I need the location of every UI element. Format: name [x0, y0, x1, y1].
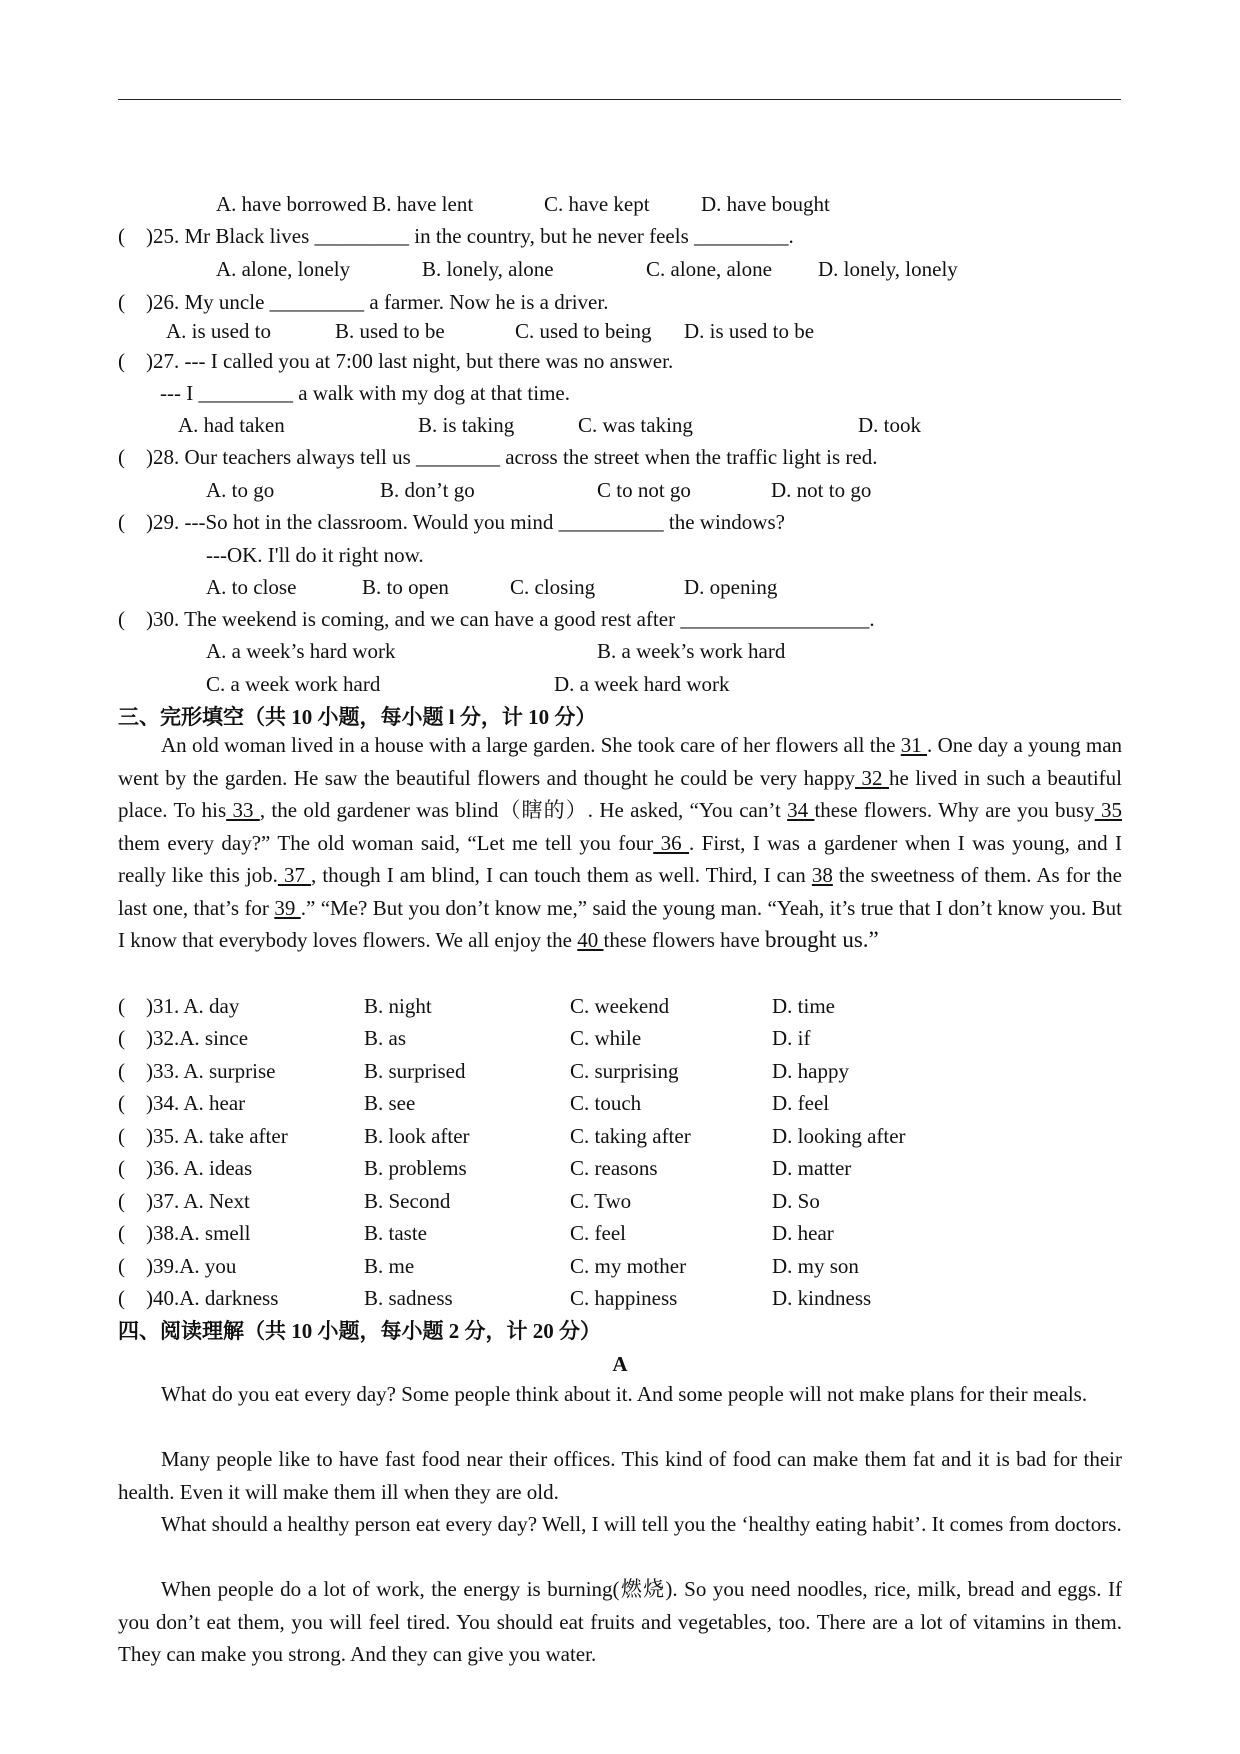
cloze-row-40: [118, 1285, 1018, 1311]
q25-option-b: B. lonely, alone: [422, 257, 554, 281]
row-option-c: C. weekend: [570, 994, 670, 1018]
cloze-text-5: these flowers. Why are you busy: [814, 798, 1095, 822]
row-option-b: B. me: [364, 1254, 415, 1278]
row-option-b: B. as: [364, 1026, 406, 1050]
blank-35: 35: [1094, 798, 1122, 822]
row-option-c: C. my mother: [570, 1254, 687, 1278]
row-option-d: D. matter: [772, 1156, 852, 1180]
row-question: ( )38.A. smell: [118, 1221, 251, 1245]
row-option-b: B. Second: [364, 1189, 451, 1213]
row-option-c: C. while: [570, 1026, 642, 1050]
blank-36: 36: [653, 830, 690, 855]
question-26: ( )26. My uncle _________ a farmer. Now he is a driver.: [118, 290, 609, 314]
row-option-b: B. sadness: [364, 1286, 453, 1310]
q29-option-c: C. closing: [510, 575, 596, 599]
q30-option-a: A. a week’s hard work: [206, 639, 396, 663]
q28-option-c: C to not go: [597, 478, 691, 502]
question-29: ( )29. ---So hot in the classroom. Would you mind __________ the windows?: [118, 510, 785, 534]
row-option-d: D. if: [772, 1026, 811, 1050]
row-option-b: B. look after: [364, 1124, 470, 1148]
row-option-c: C. touch: [570, 1091, 642, 1115]
q29-option-a: A. to close: [206, 575, 297, 599]
row-option-c: C. feel: [570, 1221, 626, 1245]
row-question: ( )37. A. Next: [118, 1189, 250, 1213]
blank-39: 39: [274, 895, 301, 920]
cloze-text-12: brought us.”: [765, 927, 879, 952]
row-option-d: D. looking after: [772, 1124, 906, 1148]
row-question: ( )39.A. you: [118, 1254, 237, 1278]
blank-37: 37: [277, 863, 312, 887]
row-question: ( )40.A. darkness: [118, 1286, 279, 1310]
row-question: ( )34. A. hear: [118, 1091, 246, 1115]
cloze-row-31: [118, 993, 1018, 1019]
row-option-b: B. see: [364, 1091, 416, 1115]
cloze-text-6: them every day?” The old woman said, “Let me tell you four: [118, 830, 654, 855]
row-option-d: D. happy: [772, 1059, 849, 1083]
row-question: ( )35. A. take after: [118, 1124, 288, 1148]
cloze-text-2: . One day a young man went by the garden. He saw the beautiful flowers and thought he could be very happy: [118, 733, 1123, 790]
reading-paragraph-3: What should a healthy person eat every day? Well, I will tell you the ‘healthy eating habit’. It comes from doctors.: [161, 1512, 1122, 1536]
reading-paragraph-2: Many people like to have fast food near their offices. This kind of food can make them fat and it is bad for their health. Even it will make them ill when they are old.: [118, 1447, 1122, 1504]
question-27: ( )27. --- I called you at 7:00 last night, but there was no answer.: [118, 349, 674, 373]
cloze-row-35: [118, 1123, 1018, 1149]
cloze-text-1: An old woman lived in a house with a large garden. She took care of her flowers all the: [161, 733, 901, 757]
q26-option-d: D. is used to be: [684, 319, 815, 343]
q25-option-a: A. alone, lonely: [216, 257, 351, 281]
question-25: ( )25. Mr Black lives _________ in the country, but he never feels _________.: [118, 224, 794, 248]
q28-option-a: A. to go: [206, 478, 275, 502]
row-question: ( )36. A. ideas: [118, 1156, 253, 1180]
cloze-heading: 三、完形填空（共 10 小题，每小题 l 分，计 10 分）: [118, 705, 597, 729]
cloze-text-8: , though I am blind, I can touch them as well. Third, I can: [311, 863, 812, 887]
q28-option-d: D. not to go: [771, 478, 872, 502]
reading-heading: 四、阅读理解（共 10 小题，每小题 2 分，计 20 分）: [118, 1319, 601, 1343]
q29-option-d: D. opening: [684, 575, 778, 599]
reading-section-title: A: [612, 1352, 628, 1376]
q27-option-c: C. was taking: [578, 413, 693, 437]
q26-option-c: C. used to being: [515, 319, 652, 343]
q24-option-d: D. have bought: [701, 192, 830, 216]
cloze-text-7: . First, I was a gardener when I was young, and I really like this job.: [118, 830, 1123, 887]
q28-option-b: B. don’t go: [380, 478, 475, 502]
question-28: ( )28. Our teachers always tell us ________ across the street when the traffic light is red.: [118, 445, 878, 469]
blank-38: 38: [811, 863, 833, 887]
cloze-row-33: [118, 1058, 1018, 1084]
cloze-text-9: the sweetness of them. As for the last one, that’s for: [118, 863, 1122, 920]
cloze-row-38: [118, 1220, 1018, 1246]
q30-option-c: C. a week work hard: [206, 672, 381, 696]
row-option-c: C. Two: [570, 1189, 632, 1213]
row-question: ( )31. A. day: [118, 994, 240, 1018]
reading-paragraph-4: When people do a lot of work, the energy is burning(燃烧). So you need noodles, rice, milk, bread and eggs. If you don’t eat them, you will feel tired. You should eat fruits and vegetables, too. There are a lot of vitamins in them. They can make you strong. And they can give you water.: [118, 1577, 1122, 1666]
q27-option-d: D. took: [858, 413, 921, 437]
cloze-passage: [118, 729, 1122, 957]
row-option-b: B. taste: [364, 1221, 427, 1245]
row-option-c: C. taking after: [570, 1124, 691, 1148]
cloze-text-3: he lived in such a beautiful place. To his: [118, 765, 1123, 822]
q27-option-a: A. had taken: [178, 413, 285, 437]
question-30: ( )30. The weekend is coming, and we can have a good rest after __________________.: [118, 607, 875, 631]
q27-option-b: B. is taking: [418, 413, 515, 437]
q29-reply: ---OK. I'll do it right now.: [206, 543, 424, 567]
row-option-b: B. problems: [364, 1156, 467, 1180]
row-option-d: D. feel: [772, 1091, 830, 1115]
row-option-c: C. happiness: [570, 1286, 678, 1310]
blank-34: 34: [787, 798, 815, 822]
cloze-text-11: these flowers have: [603, 928, 766, 952]
row-option-d: D. So: [772, 1189, 820, 1213]
cloze-row-34: [118, 1090, 1018, 1116]
q26-option-a: A. is used to: [166, 319, 271, 343]
row-option-c: C. reasons: [570, 1156, 658, 1180]
q25-option-c: C. alone, alone: [646, 257, 772, 281]
q25-option-d: D. lonely, lonely: [818, 257, 958, 281]
row-option-b: B. night: [364, 994, 432, 1018]
q30-option-b: B. a week’s work hard: [597, 639, 786, 663]
q24-options-ab: A. have borrowed B. have lent: [216, 192, 474, 216]
blank-40: 40: [577, 928, 604, 952]
q30-option-d: D. a week hard work: [554, 672, 730, 696]
row-option-d: D. time: [772, 994, 835, 1018]
header-rule: [118, 99, 1121, 100]
cloze-row-36: [118, 1155, 1018, 1181]
reading-paragraph-1: What do you eat every day? Some people think about it. And some people will not make plans for their meals.: [161, 1382, 1088, 1406]
row-option-d: D. my son: [772, 1254, 859, 1278]
row-question: ( )33. A. surprise: [118, 1059, 276, 1083]
blank-32: 32: [855, 765, 889, 790]
q26-option-b: B. used to be: [335, 319, 445, 343]
blank-31: 31: [900, 733, 928, 757]
q24-option-c: C. have kept: [544, 192, 650, 216]
cloze-text-10: .” “Me? But you don’t know me,” said the young man. “Yeah, it’s true that I don’t know you. But I know that everybody loves flowers. We all enjoy the: [118, 895, 1122, 952]
blank-33: 33: [226, 798, 260, 822]
cloze-text-4: , the old gardener was blind（瞎的）. He asked, “You can’t: [259, 798, 788, 822]
row-option-d: D. hear: [772, 1221, 834, 1245]
cloze-row-32: [118, 1025, 1018, 1051]
cloze-row-39: [118, 1253, 1018, 1279]
cloze-row-37: [118, 1188, 1018, 1214]
row-option-c: C. surprising: [570, 1059, 679, 1083]
row-option-b: B. surprised: [364, 1059, 466, 1083]
q29-option-b: B. to open: [362, 575, 449, 599]
row-option-d: D. kindness: [772, 1286, 872, 1310]
q27-reply: --- I _________ a walk with my dog at that time.: [160, 381, 571, 405]
row-question: ( )32.A. since: [118, 1026, 249, 1050]
